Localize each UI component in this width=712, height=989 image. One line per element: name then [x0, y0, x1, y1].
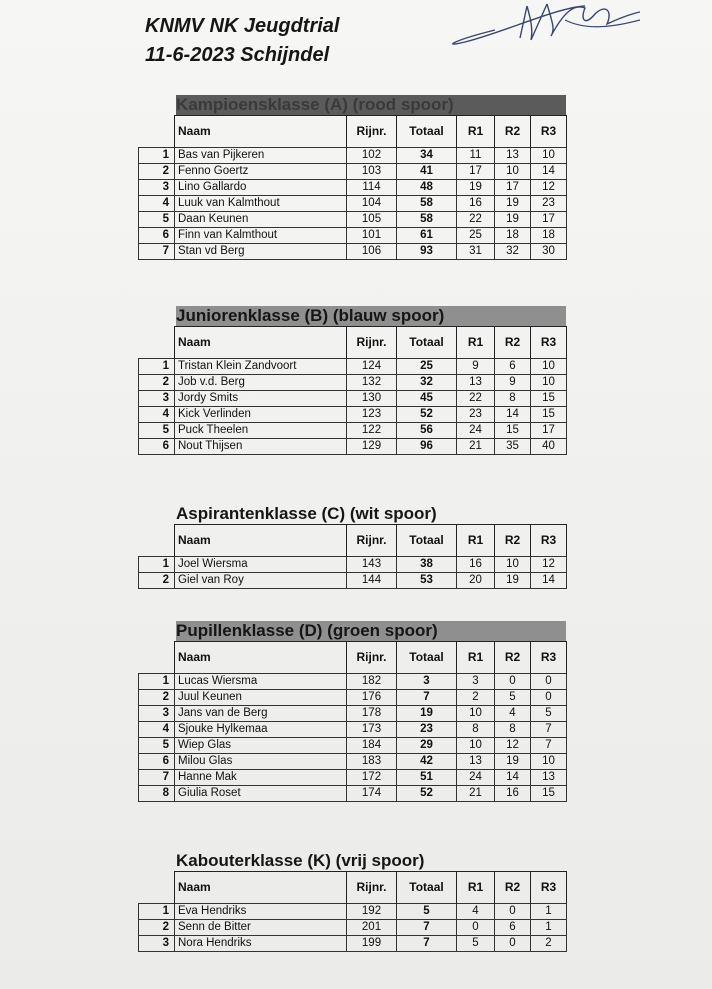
header-row: [139, 116, 567, 148]
round-2-cell: 19: [495, 212, 531, 228]
position-cell: 1: [139, 904, 175, 920]
rider-name-cell: Bas van Pijkeren: [175, 148, 347, 164]
rider-name-cell: Sjouke Hylkemaa: [175, 722, 347, 738]
position-cell: 2: [139, 690, 175, 706]
position-cell: 2: [139, 573, 175, 589]
header-blank: [139, 327, 175, 359]
rider-name-cell: Tristan Klein Zandvoort: [175, 359, 347, 375]
total-cell: 32: [397, 375, 457, 391]
round-3-cell: 12: [531, 557, 567, 573]
round-2-cell: 15: [495, 423, 531, 439]
round-3-cell: 18: [531, 228, 567, 244]
round-3-cell: 15: [531, 407, 567, 423]
table-row: [139, 244, 567, 260]
round-2-cell: 4: [495, 706, 531, 722]
header-row: [139, 525, 567, 557]
rider-name-cell: Daan Keunen: [175, 212, 347, 228]
col-r3-header: R3: [531, 872, 567, 904]
round-2-cell: 35: [495, 439, 531, 455]
results-table: [138, 641, 567, 802]
round-3-cell: 10: [531, 375, 567, 391]
round-2-cell: 19: [495, 754, 531, 770]
round-2-cell: 18: [495, 228, 531, 244]
total-cell: 51: [397, 770, 457, 786]
round-2-cell: 9: [495, 375, 531, 391]
total-cell: 52: [397, 786, 457, 802]
round-1-cell: 0: [457, 920, 495, 936]
col-rijnr-header: Rijnr.: [347, 116, 397, 148]
total-cell: 34: [397, 148, 457, 164]
total-cell: 7: [397, 936, 457, 952]
round-1-cell: 4: [457, 904, 495, 920]
total-cell: 93: [397, 244, 457, 260]
round-1-cell: 16: [457, 557, 495, 573]
position-cell: 1: [139, 674, 175, 690]
round-3-cell: 17: [531, 212, 567, 228]
table-row: [139, 212, 567, 228]
section-kampioensklasse: [138, 95, 566, 260]
round-3-cell: 1: [531, 904, 567, 920]
rider-name-cell: Joel Wiersma: [175, 557, 347, 573]
position-cell: 7: [139, 244, 175, 260]
results-table: [138, 115, 567, 260]
header-blank: [139, 642, 175, 674]
rider-number-cell: 104: [347, 196, 397, 212]
round-1-cell: 21: [457, 439, 495, 455]
round-3-cell: 7: [531, 738, 567, 754]
table-row: [139, 228, 567, 244]
col-r3-header: R3: [531, 642, 567, 674]
round-3-cell: 1: [531, 920, 567, 936]
round-2-cell: 14: [495, 407, 531, 423]
rider-name-cell: Hanne Mak: [175, 770, 347, 786]
round-1-cell: 24: [457, 423, 495, 439]
round-2-cell: 8: [495, 391, 531, 407]
section-kabouterklasse: [138, 851, 566, 952]
round-2-cell: 5: [495, 690, 531, 706]
position-cell: 3: [139, 391, 175, 407]
position-cell: 1: [139, 557, 175, 573]
rider-name-cell: Milou Glas: [175, 754, 347, 770]
round-2-cell: 19: [495, 196, 531, 212]
round-3-cell: 40: [531, 439, 567, 455]
results-table: [138, 524, 567, 589]
table-body: [139, 148, 567, 260]
table-row: [139, 754, 567, 770]
table-row: [139, 407, 567, 423]
header-row: [139, 642, 567, 674]
round-1-cell: 13: [457, 754, 495, 770]
rider-number-cell: 174: [347, 786, 397, 802]
table-row: [139, 148, 567, 164]
rider-number-cell: 143: [347, 557, 397, 573]
col-r2-header: R2: [495, 872, 531, 904]
table-header: [139, 642, 567, 674]
table-header: [139, 525, 567, 557]
rider-name-cell: Jordy Smits: [175, 391, 347, 407]
table-row: [139, 706, 567, 722]
col-r3-header: R3: [531, 116, 567, 148]
table-row: [139, 674, 567, 690]
col-r1-header: R1: [457, 525, 495, 557]
position-cell: 4: [139, 722, 175, 738]
round-2-cell: 0: [495, 904, 531, 920]
round-1-cell: 23: [457, 407, 495, 423]
position-cell: 8: [139, 786, 175, 802]
round-1-cell: 16: [457, 196, 495, 212]
table-row: [139, 391, 567, 407]
col-rijnr-header: Rijnr.: [347, 327, 397, 359]
rider-name-cell: Giulia Roset: [175, 786, 347, 802]
total-cell: 7: [397, 690, 457, 706]
rider-name-cell: Juul Keunen: [175, 690, 347, 706]
rider-name-cell: Giel van Roy: [175, 573, 347, 589]
rider-number-cell: 173: [347, 722, 397, 738]
total-cell: 45: [397, 391, 457, 407]
table-row: [139, 786, 567, 802]
total-cell: 41: [397, 164, 457, 180]
round-3-cell: 2: [531, 936, 567, 952]
section-title: Pupillenklasse (D) (groen spoor): [176, 621, 566, 641]
col-rijnr-header: Rijnr.: [347, 525, 397, 557]
rider-number-cell: 178: [347, 706, 397, 722]
round-2-cell: 16: [495, 786, 531, 802]
position-cell: 2: [139, 375, 175, 391]
col-r2-header: R2: [495, 525, 531, 557]
total-cell: 58: [397, 212, 457, 228]
table-row: [139, 920, 567, 936]
rider-number-cell: 172: [347, 770, 397, 786]
position-cell: 4: [139, 196, 175, 212]
round-1-cell: 3: [457, 674, 495, 690]
round-3-cell: 5: [531, 706, 567, 722]
position-cell: 1: [139, 359, 175, 375]
total-cell: 29: [397, 738, 457, 754]
round-2-cell: 19: [495, 573, 531, 589]
col-r1-header: R1: [457, 872, 495, 904]
round-1-cell: 10: [457, 706, 495, 722]
rider-number-cell: 101: [347, 228, 397, 244]
col-r3-header: R3: [531, 327, 567, 359]
table-row: [139, 557, 567, 573]
rider-name-cell: Lucas Wiersma: [175, 674, 347, 690]
section-pupillenklasse: [138, 621, 566, 802]
col-naam-header: Naam: [175, 116, 347, 148]
col-r3-header: R3: [531, 525, 567, 557]
round-2-cell: 32: [495, 244, 531, 260]
round-2-cell: 0: [495, 674, 531, 690]
rider-number-cell: 114: [347, 180, 397, 196]
total-cell: 5: [397, 904, 457, 920]
rider-number-cell: 176: [347, 690, 397, 706]
round-1-cell: 21: [457, 786, 495, 802]
rider-name-cell: Eva Hendriks: [175, 904, 347, 920]
results-table: [138, 326, 567, 455]
col-totaal-header: Totaal: [397, 872, 457, 904]
round-1-cell: 2: [457, 690, 495, 706]
col-rijnr-header: Rijnr.: [347, 872, 397, 904]
header-row: [139, 872, 567, 904]
round-3-cell: 14: [531, 164, 567, 180]
position-cell: 5: [139, 423, 175, 439]
total-cell: 3: [397, 674, 457, 690]
rider-name-cell: Luuk van Kalmthout: [175, 196, 347, 212]
rider-number-cell: 103: [347, 164, 397, 180]
rider-name-cell: Job v.d. Berg: [175, 375, 347, 391]
table-body: [139, 359, 567, 455]
round-1-cell: 20: [457, 573, 495, 589]
section-title: Juniorenklasse (B) (blauw spoor): [176, 306, 566, 326]
position-cell: 5: [139, 738, 175, 754]
document-header: [145, 12, 339, 70]
results-table: [138, 871, 567, 952]
round-1-cell: 22: [457, 391, 495, 407]
table-row: [139, 690, 567, 706]
table-row: [139, 439, 567, 455]
rider-name-cell: Wiep Glas: [175, 738, 347, 754]
total-cell: 48: [397, 180, 457, 196]
header-row: [139, 327, 567, 359]
round-1-cell: 10: [457, 738, 495, 754]
table-row: [139, 738, 567, 754]
round-3-cell: 10: [531, 754, 567, 770]
rider-number-cell: 102: [347, 148, 397, 164]
rider-name-cell: Finn van Kalmthout: [175, 228, 347, 244]
round-1-cell: 17: [457, 164, 495, 180]
rider-number-cell: 183: [347, 754, 397, 770]
section-aspirantenklasse: [138, 504, 566, 589]
col-naam-header: Naam: [175, 327, 347, 359]
round-2-cell: 8: [495, 722, 531, 738]
col-naam-header: Naam: [175, 872, 347, 904]
table-row: [139, 722, 567, 738]
signature: [435, 0, 645, 52]
round-3-cell: 15: [531, 786, 567, 802]
table-header: [139, 116, 567, 148]
round-2-cell: 10: [495, 557, 531, 573]
col-r1-header: R1: [457, 116, 495, 148]
total-cell: 53: [397, 573, 457, 589]
position-cell: 6: [139, 754, 175, 770]
round-2-cell: 12: [495, 738, 531, 754]
round-3-cell: 23: [531, 196, 567, 212]
col-r1-header: R1: [457, 327, 495, 359]
round-3-cell: 17: [531, 423, 567, 439]
round-3-cell: 10: [531, 359, 567, 375]
round-1-cell: 24: [457, 770, 495, 786]
col-r1-header: R1: [457, 642, 495, 674]
rider-name-cell: Puck Theelen: [175, 423, 347, 439]
position-cell: 6: [139, 439, 175, 455]
rider-number-cell: 130: [347, 391, 397, 407]
total-cell: 61: [397, 228, 457, 244]
position-cell: 6: [139, 228, 175, 244]
total-cell: 96: [397, 439, 457, 455]
rider-number-cell: 106: [347, 244, 397, 260]
position-cell: 1: [139, 148, 175, 164]
round-1-cell: 13: [457, 375, 495, 391]
section-title: Aspirantenklasse (C) (wit spoor): [176, 504, 437, 523]
round-1-cell: 22: [457, 212, 495, 228]
rider-number-cell: 123: [347, 407, 397, 423]
table-row: [139, 375, 567, 391]
table-row: [139, 936, 567, 952]
rider-name-cell: Nout Thijsen: [175, 439, 347, 455]
round-2-cell: 0: [495, 936, 531, 952]
round-3-cell: 7: [531, 722, 567, 738]
header-blank: [139, 872, 175, 904]
table-row: [139, 770, 567, 786]
rider-name-cell: Jans van de Berg: [175, 706, 347, 722]
rider-number-cell: 144: [347, 573, 397, 589]
event-title: KNMV NK Jeugdtrial: [145, 15, 340, 37]
section-title: Kabouterklasse (K) (vrij spoor): [176, 851, 425, 870]
total-cell: 25: [397, 359, 457, 375]
rider-number-cell: 201: [347, 920, 397, 936]
col-naam-header: Naam: [175, 642, 347, 674]
position-cell: 3: [139, 936, 175, 952]
total-cell: 58: [397, 196, 457, 212]
table-row: [139, 423, 567, 439]
round-3-cell: 30: [531, 244, 567, 260]
round-3-cell: 15: [531, 391, 567, 407]
total-cell: 7: [397, 920, 457, 936]
rider-number-cell: 132: [347, 375, 397, 391]
rider-number-cell: 122: [347, 423, 397, 439]
rider-name-cell: Stan vd Berg: [175, 244, 347, 260]
position-cell: 5: [139, 212, 175, 228]
event-date-location: 11-6-2023 Schijndel: [145, 44, 330, 66]
total-cell: 52: [397, 407, 457, 423]
rider-number-cell: 184: [347, 738, 397, 754]
col-totaal-header: Totaal: [397, 525, 457, 557]
rider-number-cell: 182: [347, 674, 397, 690]
round-1-cell: 19: [457, 180, 495, 196]
table-row: [139, 180, 567, 196]
rider-number-cell: 192: [347, 904, 397, 920]
col-r2-header: R2: [495, 642, 531, 674]
total-cell: 42: [397, 754, 457, 770]
table-row: [139, 904, 567, 920]
table-row: [139, 573, 567, 589]
section-title: Kampioensklasse (A) (rood spoor): [176, 95, 566, 115]
table-header: [139, 327, 567, 359]
col-rijnr-header: Rijnr.: [347, 642, 397, 674]
rider-number-cell: 105: [347, 212, 397, 228]
position-cell: 2: [139, 920, 175, 936]
position-cell: 7: [139, 770, 175, 786]
round-1-cell: 31: [457, 244, 495, 260]
table-row: [139, 359, 567, 375]
col-naam-header: Naam: [175, 525, 347, 557]
total-cell: 38: [397, 557, 457, 573]
table-row: [139, 196, 567, 212]
total-cell: 19: [397, 706, 457, 722]
col-totaal-header: Totaal: [397, 327, 457, 359]
round-3-cell: 10: [531, 148, 567, 164]
round-2-cell: 13: [495, 148, 531, 164]
total-cell: 23: [397, 722, 457, 738]
section-juniorenklasse: [138, 306, 566, 455]
position-cell: 2: [139, 164, 175, 180]
rider-name-cell: Fenno Goertz: [175, 164, 347, 180]
rider-name-cell: Nora Hendriks: [175, 936, 347, 952]
round-3-cell: 14: [531, 573, 567, 589]
round-1-cell: 25: [457, 228, 495, 244]
position-cell: 4: [139, 407, 175, 423]
round-3-cell: 12: [531, 180, 567, 196]
table-body: [139, 557, 567, 589]
round-1-cell: 9: [457, 359, 495, 375]
col-r2-header: R2: [495, 327, 531, 359]
round-2-cell: 17: [495, 180, 531, 196]
round-3-cell: 0: [531, 690, 567, 706]
round-2-cell: 6: [495, 359, 531, 375]
round-2-cell: 14: [495, 770, 531, 786]
table-row: [139, 164, 567, 180]
col-r2-header: R2: [495, 116, 531, 148]
total-cell: 56: [397, 423, 457, 439]
round-2-cell: 6: [495, 920, 531, 936]
table-body: [139, 904, 567, 952]
position-cell: 3: [139, 706, 175, 722]
rider-number-cell: 124: [347, 359, 397, 375]
col-totaal-header: Totaal: [397, 642, 457, 674]
round-1-cell: 5: [457, 936, 495, 952]
rider-number-cell: 199: [347, 936, 397, 952]
rider-name-cell: Kick Verlinden: [175, 407, 347, 423]
position-cell: 3: [139, 180, 175, 196]
table-body: [139, 674, 567, 802]
header-blank: [139, 525, 175, 557]
col-totaal-header: Totaal: [397, 116, 457, 148]
round-3-cell: 13: [531, 770, 567, 786]
header-blank: [139, 116, 175, 148]
rider-number-cell: 129: [347, 439, 397, 455]
round-3-cell: 0: [531, 674, 567, 690]
round-1-cell: 11: [457, 148, 495, 164]
round-2-cell: 10: [495, 164, 531, 180]
rider-name-cell: Senn de Bitter: [175, 920, 347, 936]
table-header: [139, 872, 567, 904]
rider-name-cell: Lino Gallardo: [175, 180, 347, 196]
round-1-cell: 8: [457, 722, 495, 738]
